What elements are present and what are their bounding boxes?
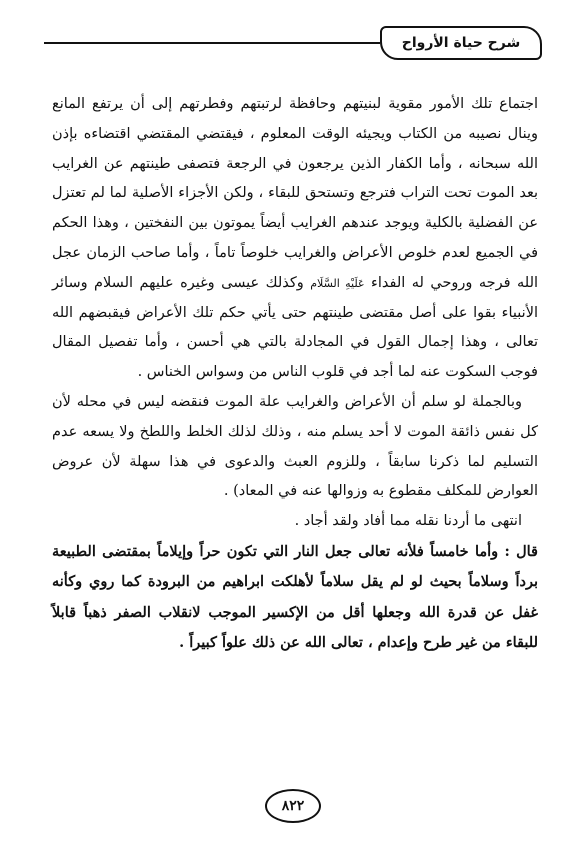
paragraph-1 [52,90,538,388]
paragraph-3: انتهى ما أردنا نقله مما أفاد ولقد أجاد . [294,513,522,530]
honorific-ornament: عَلَيْهِ السَّلَام [310,276,365,290]
body-text [52,90,538,659]
page-number: ٨٢٢ [281,798,305,814]
paragraph-4-quote: قال : وأما خامساً فلأنه تعالى جعل النار التي تكون حراً وإيلاماً بمقتضى الطبيعة برداً وسلاماً بحيث لو لم يقل سلاماً لأهلكت ابراهيم من البرودة كما روي وكأنه غفل عن قدرة الله وجعلها أقل من الإكسير الموجب لانقلاب الصفر ذهباً قابلاً للبقاء من غير طرح وإعدام ، تعالى الله عن ذلك علواً كبيراً . [52,542,538,652]
page-number-badge [265,789,321,823]
header-rule [44,42,380,44]
running-header [380,26,542,60]
paragraph-2: وبالجملة لو سلم أن الأعراض والغرايب علة الموت فنقضه ليس في محله لأن كل نفس ذائقة الموت لا أحد يسلم منه ، وذلك لذلك الخلط واللطخ ولا يسعه عدم التسليم لما ذكرنا سابقاً ، وللزوم العبث والدعوى في هذا سهلة لأن عروض العوارض للمكلف مقطوع به وزوالها عنه في المعاد) . [52,393,538,500]
running-header-title: شرح حياة الأرواح [401,35,521,51]
paragraph-1-continuation: وكذلك عيسى وغيره عليهم السلام وسائر الأنبياء بقوا على أصل مقتضى طينتهم حتى يأتي حكم تلك الأعراض فيقبضهم الله تعالى ، وهذا إجمال القول في المجادلة بالتي هي أحسن ، وأما تفصيل المقال فوجب السكوت عنه لما أجد في قلوب الناس من وسواس الخناس . [52,274,538,381]
paragraph-1-text: اجتماع تلك الأمور مقوية لبنيتهم وحافظة لرتبتهم وفطرتهم إلى أن يرتفع المانع وينال نصيبه من الكتاب ويجيئه الوقت المعلوم ، فيقتضي المقتضي اقتضاءه بإذن الله سبحانه ، وأما الكفار الذين يرجعون في الرجعة فتصفى طينتهم عن الغرايب بعد الموت تحت التراب فترجع وتستحق للبقاء ، ولكن الأجزاء الأصلية لما لم تعتزل عن الفضلية بالكلية ويوجد عندهم الغرايب أيضاً يموتون بين النفختين ، وهذا الحكم في الجميع لعدم خلوص الأعراض والغرايب خلوصاً تاماً ، وأما صاحب الزمان عجل الله فرجه وروحي له الفداء [52,96,539,291]
